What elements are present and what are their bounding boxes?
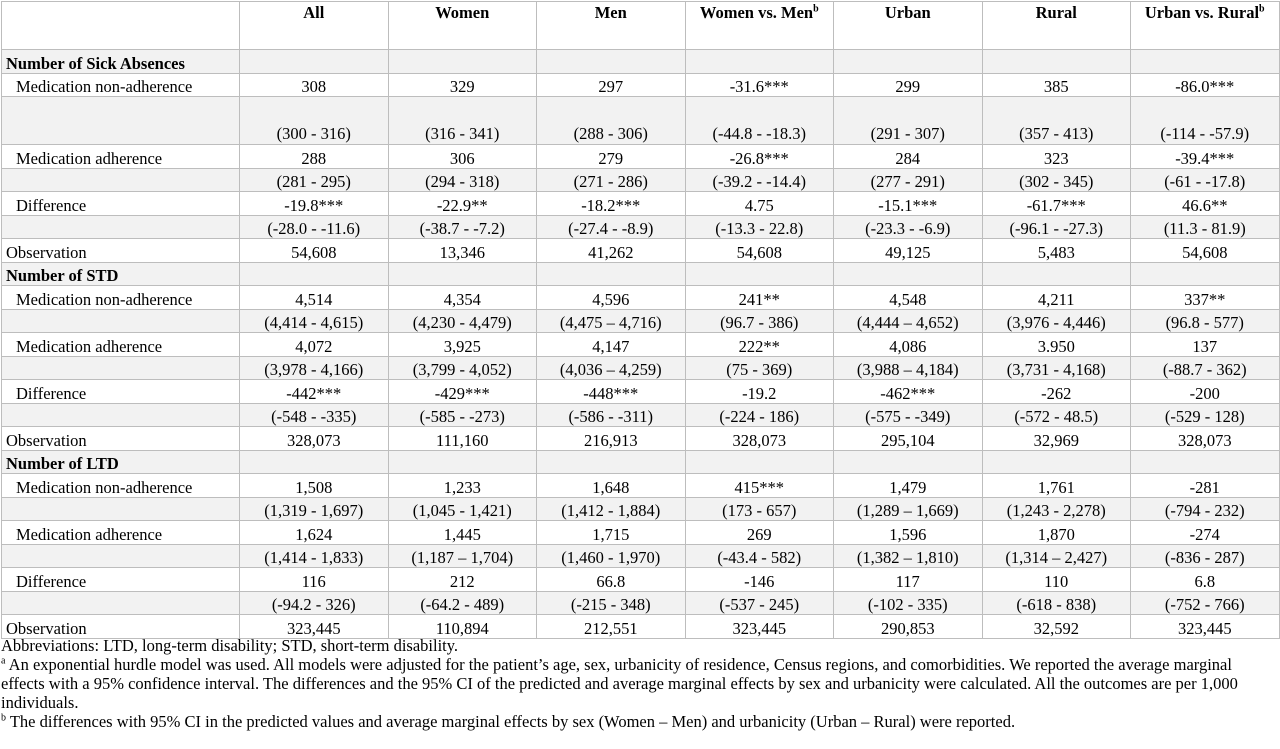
column-header <box>685 2 834 50</box>
observation-row <box>2 615 1280 639</box>
empty-cell <box>834 262 983 286</box>
value-cell: 1,508 <box>240 474 389 498</box>
ci-cell: (1,289 – 1,669) <box>834 497 983 521</box>
value-cell: -86.0*** <box>1131 73 1280 97</box>
ci-cell: (1,412 - 1,884) <box>537 497 686 521</box>
column-header <box>388 2 537 50</box>
ci-cell: (3,731 - 4,168) <box>982 356 1131 380</box>
value-cell: 3.950 <box>982 333 1131 357</box>
ci-cell: (357 - 413) <box>982 97 1131 145</box>
value-cell: 323 <box>982 145 1131 169</box>
value-cell: 1,715 <box>537 521 686 545</box>
value-cell: 1,870 <box>982 521 1131 545</box>
value-cell: 116 <box>240 568 389 592</box>
table-row <box>2 380 1280 404</box>
ci-cell: (173 - 657) <box>685 497 834 521</box>
value-cell: 1,445 <box>388 521 537 545</box>
row-label: Medication non-adherence <box>2 286 240 310</box>
ci-cell: (75 - 369) <box>685 356 834 380</box>
ci-cell: (3,988 – 4,184) <box>834 356 983 380</box>
ci-cell: (4,230 - 4,479) <box>388 309 537 333</box>
footnote-a-mark: a <box>1 655 6 667</box>
ci-cell: (1,319 - 1,697) <box>240 497 389 521</box>
row-label: Medication non-adherence <box>2 474 240 498</box>
empty-cell <box>685 50 834 74</box>
ci-cell: (277 - 291) <box>834 168 983 192</box>
observation-row <box>2 239 1280 263</box>
empty-cell <box>240 450 389 474</box>
value-cell: 1,648 <box>537 474 686 498</box>
value-cell: 308 <box>240 73 389 97</box>
value-cell: -61.7*** <box>982 192 1131 216</box>
value-cell: -15.1*** <box>834 192 983 216</box>
row-label <box>2 215 240 239</box>
column-header <box>982 2 1131 50</box>
ci-cell: (4,414 - 4,615) <box>240 309 389 333</box>
value-cell: 4,354 <box>388 286 537 310</box>
section-row <box>2 50 1280 74</box>
ci-cell: (300 - 316) <box>240 97 389 145</box>
value-cell: 13,346 <box>388 239 537 263</box>
value-cell: 5,483 <box>982 239 1131 263</box>
value-cell: 385 <box>982 73 1131 97</box>
value-cell: 290,853 <box>834 615 983 639</box>
ci-cell: (-572 - 48.5) <box>982 403 1131 427</box>
row-label <box>2 309 240 333</box>
column-header-footnote-mark: b <box>813 3 819 15</box>
ci-cell: (-44.8 - -18.3) <box>685 97 834 145</box>
ci-row <box>2 544 1280 568</box>
value-cell: 212 <box>388 568 537 592</box>
ci-cell: (-224 - 186) <box>685 403 834 427</box>
row-label <box>2 168 240 192</box>
table-row <box>2 521 1280 545</box>
table-row <box>2 286 1280 310</box>
ci-row <box>2 497 1280 521</box>
value-cell: 3,925 <box>388 333 537 357</box>
ci-cell: (-23.3 - -6.9) <box>834 215 983 239</box>
value-cell: 212,551 <box>537 615 686 639</box>
ci-cell: (-215 - 348) <box>537 591 686 615</box>
value-cell: 6.8 <box>1131 568 1280 592</box>
ci-cell: (-794 - 232) <box>1131 497 1280 521</box>
value-cell: 32,592 <box>982 615 1131 639</box>
value-cell: 137 <box>1131 333 1280 357</box>
column-header-label: Women vs. Men <box>699 3 814 22</box>
ci-cell: (-64.2 - 489) <box>388 591 537 615</box>
ci-cell: (-548 - -335) <box>240 403 389 427</box>
value-cell: 299 <box>834 73 983 97</box>
ci-cell: (271 - 286) <box>537 168 686 192</box>
value-cell: 4,072 <box>240 333 389 357</box>
column-header-label: Rural <box>1035 3 1077 22</box>
ci-cell: (1,187 – 1,704) <box>388 544 537 568</box>
ci-cell: (-27.4 - -8.9) <box>537 215 686 239</box>
value-cell: 4,211 <box>982 286 1131 310</box>
header-row <box>2 2 1280 50</box>
column-header <box>1131 2 1280 50</box>
value-cell: -462*** <box>834 380 983 404</box>
value-cell: -429*** <box>388 380 537 404</box>
ci-row <box>2 168 1280 192</box>
value-cell: 1,596 <box>834 521 983 545</box>
table-row <box>2 192 1280 216</box>
section-label: Number of LTD <box>2 450 240 474</box>
ci-cell: (1,382 – 1,810) <box>834 544 983 568</box>
value-cell: -39.4*** <box>1131 145 1280 169</box>
ci-cell: (-13.3 - 22.8) <box>685 215 834 239</box>
empty-cell <box>685 262 834 286</box>
value-cell: 284 <box>834 145 983 169</box>
ci-cell: (-38.7 - -7.2) <box>388 215 537 239</box>
value-cell: 329 <box>388 73 537 97</box>
ci-cell: (-61 - -17.8) <box>1131 168 1280 192</box>
ci-cell: (-114 - -57.9) <box>1131 97 1280 145</box>
value-cell: -22.9** <box>388 192 537 216</box>
ci-cell: (-537 - 245) <box>685 591 834 615</box>
value-cell: 1,761 <box>982 474 1131 498</box>
row-label <box>2 356 240 380</box>
value-cell: 1,233 <box>388 474 537 498</box>
ci-cell: (1,045 - 1,421) <box>388 497 537 521</box>
value-cell: 328,073 <box>240 427 389 451</box>
row-label: Medication adherence <box>2 333 240 357</box>
ci-row <box>2 215 1280 239</box>
ci-cell: (4,036 – 4,259) <box>537 356 686 380</box>
value-cell: 54,608 <box>685 239 834 263</box>
empty-cell <box>537 262 686 286</box>
value-cell: 216,913 <box>537 427 686 451</box>
value-cell: 241** <box>685 286 834 310</box>
ci-row <box>2 591 1280 615</box>
ci-cell: (-28.0 - -11.6) <box>240 215 389 239</box>
row-label: Difference <box>2 568 240 592</box>
value-cell: -448*** <box>537 380 686 404</box>
row-label <box>2 544 240 568</box>
table-footnotes <box>1 636 1279 731</box>
ci-cell: (-43.4 - 582) <box>685 544 834 568</box>
ci-cell: (1,414 - 1,833) <box>240 544 389 568</box>
row-label: Medication adherence <box>2 521 240 545</box>
empty-cell <box>982 262 1131 286</box>
table-row <box>2 568 1280 592</box>
ci-row <box>2 403 1280 427</box>
value-cell: -19.2 <box>685 380 834 404</box>
ci-cell: (-586 - -311) <box>537 403 686 427</box>
row-label: Difference <box>2 380 240 404</box>
column-header-label: All <box>303 3 325 22</box>
value-cell: -200 <box>1131 380 1280 404</box>
row-label: Medication non-adherence <box>2 73 240 97</box>
column-header <box>834 2 983 50</box>
empty-cell <box>537 450 686 474</box>
ci-cell: (-752 - 766) <box>1131 591 1280 615</box>
empty-cell <box>240 262 389 286</box>
abbreviations-note: Abbreviations: LTD, long-term disability; STD, short-term disability. <box>1 636 459 655</box>
row-label <box>2 591 240 615</box>
value-cell: 110,894 <box>388 615 537 639</box>
ci-cell: (-529 - 128) <box>1131 403 1280 427</box>
results-table <box>1 1 1280 639</box>
value-cell: 222** <box>685 333 834 357</box>
ci-cell: (-575 - -349) <box>834 403 983 427</box>
empty-cell <box>1131 262 1280 286</box>
empty-cell <box>982 450 1131 474</box>
ci-cell: (-618 - 838) <box>982 591 1131 615</box>
header-corner-cell <box>2 2 240 50</box>
value-cell: 110 <box>982 568 1131 592</box>
value-cell: 323,445 <box>685 615 834 639</box>
value-cell: 328,073 <box>685 427 834 451</box>
value-cell: -26.8*** <box>685 145 834 169</box>
value-cell: 4.75 <box>685 192 834 216</box>
ci-cell: (4,475 – 4,716) <box>537 309 686 333</box>
ci-cell: (281 - 295) <box>240 168 389 192</box>
ci-cell: (294 - 318) <box>388 168 537 192</box>
ci-cell: (-39.2 - -14.4) <box>685 168 834 192</box>
ci-cell: (1,460 - 1,970) <box>537 544 686 568</box>
empty-cell <box>685 450 834 474</box>
column-header-label: Urban <box>884 3 931 22</box>
ci-row <box>2 309 1280 333</box>
value-cell: 54,608 <box>240 239 389 263</box>
table-body <box>2 50 1280 639</box>
value-cell: -19.8*** <box>240 192 389 216</box>
column-header-footnote-mark: b <box>1259 3 1265 15</box>
value-cell: 46.6** <box>1131 192 1280 216</box>
value-cell: -262 <box>982 380 1131 404</box>
row-label <box>2 497 240 521</box>
empty-cell <box>1131 450 1280 474</box>
ci-cell: (1,314 – 2,427) <box>982 544 1131 568</box>
column-header-label: Women <box>435 3 490 22</box>
empty-cell <box>982 50 1131 74</box>
table-row <box>2 333 1280 357</box>
ci-cell: (96.8 - 577) <box>1131 309 1280 333</box>
column-header-label: Men <box>594 3 627 22</box>
ci-cell: (11.3 - 81.9) <box>1131 215 1280 239</box>
value-cell: 4,514 <box>240 286 389 310</box>
value-cell: 288 <box>240 145 389 169</box>
empty-cell <box>834 450 983 474</box>
ci-cell: (288 - 306) <box>537 97 686 145</box>
ci-cell: (-585 - -273) <box>388 403 537 427</box>
value-cell: -274 <box>1131 521 1280 545</box>
table-row <box>2 73 1280 97</box>
value-cell: 4,548 <box>834 286 983 310</box>
ci-cell: (291 - 307) <box>834 97 983 145</box>
ci-cell: (3,976 - 4,446) <box>982 309 1131 333</box>
footnote-a-text: An exponential hurdle model was used. All models were adjusted for the patient’s age, sex, urbanicity of residence, Census regions, and comorbidities. We reported the average marginal effects with a 95% confidence interval. The differences and the 95% CI of the predicted and average marginal effects by sex and urbanicity were calculated. All the outcomes are per 1,000 individuals. <box>1 655 1238 712</box>
row-label <box>2 403 240 427</box>
ci-cell: (96.7 - 386) <box>685 309 834 333</box>
ci-cell: (3,799 - 4,052) <box>388 356 537 380</box>
value-cell: 1,624 <box>240 521 389 545</box>
row-label <box>2 97 240 145</box>
value-cell: 117 <box>834 568 983 592</box>
value-cell: 328,073 <box>1131 427 1280 451</box>
value-cell: 4,147 <box>537 333 686 357</box>
ci-cell: (316 - 341) <box>388 97 537 145</box>
value-cell: -146 <box>685 568 834 592</box>
section-label: Number of STD <box>2 262 240 286</box>
ci-cell: (-102 - 335) <box>834 591 983 615</box>
value-cell: 66.8 <box>537 568 686 592</box>
ci-cell: (302 - 345) <box>982 168 1131 192</box>
value-cell: 111,160 <box>388 427 537 451</box>
value-cell: 4,596 <box>537 286 686 310</box>
empty-cell <box>388 50 537 74</box>
value-cell: 41,262 <box>537 239 686 263</box>
footnote-b <box>1 712 1279 731</box>
row-label: Difference <box>2 192 240 216</box>
row-label: Observation <box>2 239 240 263</box>
ci-cell: (4,444 – 4,652) <box>834 309 983 333</box>
ci-cell: (-88.7 - 362) <box>1131 356 1280 380</box>
column-header <box>537 2 686 50</box>
empty-cell <box>1131 50 1280 74</box>
value-cell: 269 <box>685 521 834 545</box>
empty-cell <box>537 50 686 74</box>
value-cell: 32,969 <box>982 427 1131 451</box>
value-cell: -18.2*** <box>537 192 686 216</box>
value-cell: 4,086 <box>834 333 983 357</box>
section-row <box>2 450 1280 474</box>
value-cell: 54,608 <box>1131 239 1280 263</box>
table-row <box>2 145 1280 169</box>
ci-row <box>2 356 1280 380</box>
value-cell: 337** <box>1131 286 1280 310</box>
value-cell: 306 <box>388 145 537 169</box>
value-cell: -442*** <box>240 380 389 404</box>
section-label: Number of Sick Absences <box>2 50 240 74</box>
value-cell: 297 <box>537 73 686 97</box>
empty-cell <box>834 50 983 74</box>
observation-row <box>2 427 1280 451</box>
footnote-a <box>1 655 1279 712</box>
ci-cell: (3,978 - 4,166) <box>240 356 389 380</box>
row-label: Observation <box>2 615 240 639</box>
empty-cell <box>388 450 537 474</box>
footnote-b-mark: b <box>1 712 6 724</box>
value-cell: -281 <box>1131 474 1280 498</box>
value-cell: 295,104 <box>834 427 983 451</box>
row-label: Medication adherence <box>2 145 240 169</box>
ci-cell: (-96.1 - -27.3) <box>982 215 1131 239</box>
ci-cell: (1,243 - 2,278) <box>982 497 1131 521</box>
column-header-label: Urban vs. Rural <box>1144 3 1260 22</box>
value-cell: 1,479 <box>834 474 983 498</box>
row-label: Observation <box>2 427 240 451</box>
value-cell: -31.6*** <box>685 73 834 97</box>
value-cell: 323,445 <box>1131 615 1280 639</box>
value-cell: 49,125 <box>834 239 983 263</box>
column-header <box>240 2 389 50</box>
table-row <box>2 474 1280 498</box>
ci-cell: (-836 - 287) <box>1131 544 1280 568</box>
value-cell: 279 <box>537 145 686 169</box>
empty-cell <box>388 262 537 286</box>
footnote-b-text: The differences with 95% CI in the predicted values and average marginal effects by sex (Women – Men) and urbanicity (Urban – Rural) were reported. <box>6 712 1016 731</box>
value-cell: 415*** <box>685 474 834 498</box>
ci-cell: (-94.2 - 326) <box>240 591 389 615</box>
empty-cell <box>240 50 389 74</box>
ci-row <box>2 97 1280 145</box>
section-row <box>2 262 1280 286</box>
value-cell: 323,445 <box>240 615 389 639</box>
